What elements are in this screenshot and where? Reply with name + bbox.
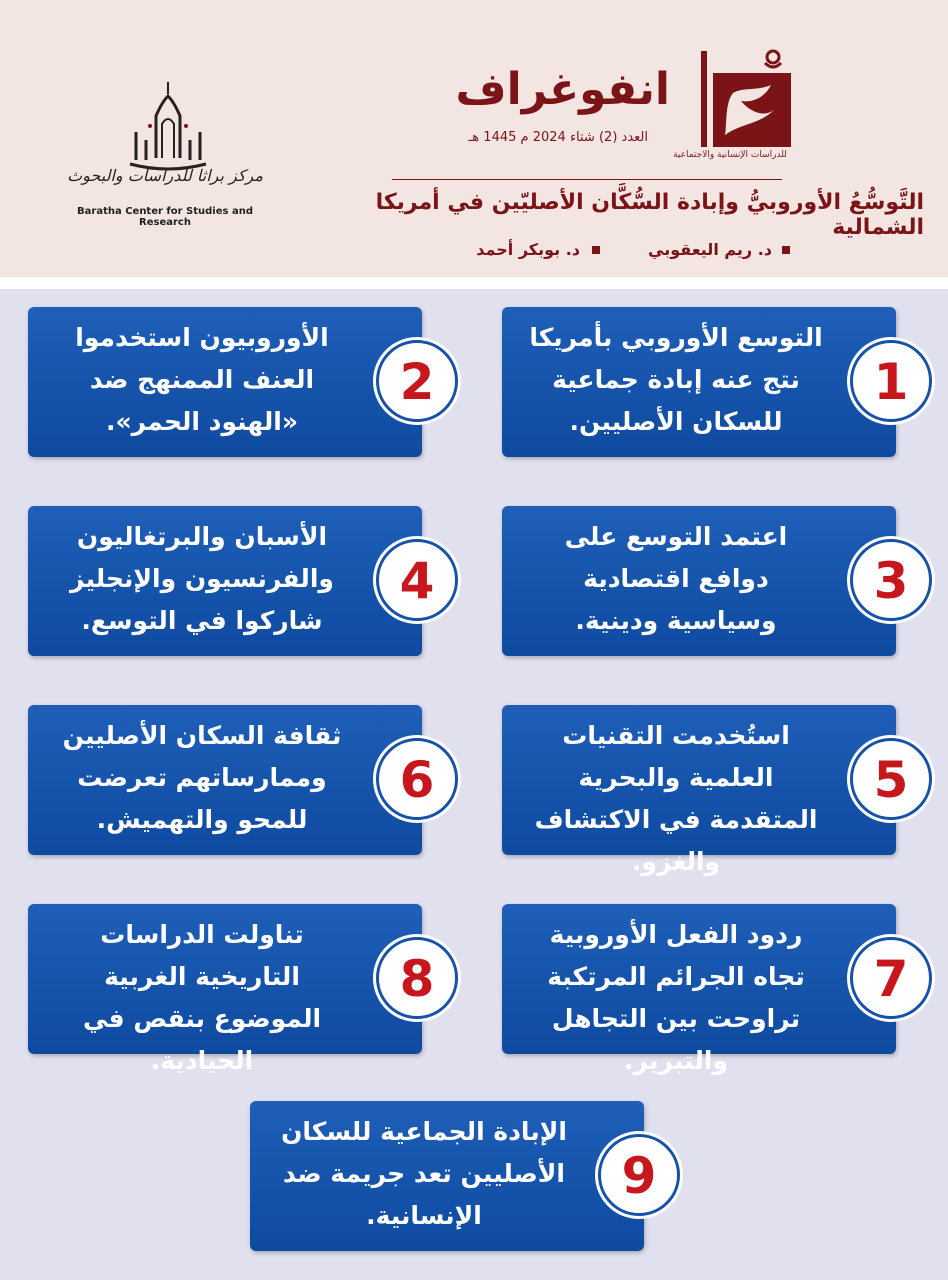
fact-number: 2 <box>376 340 458 422</box>
fact-card-8 <box>28 904 435 1075</box>
fact-card-6 <box>28 705 435 855</box>
header-divider-strip <box>0 277 948 289</box>
fact-text: التوسع الأوروبي بأمريكا نتج عنه إبادة جماعية للسكان الأصليين. <box>529 323 823 436</box>
fact-text: الأوروبيون استخدموا العنف الممنهج ضد «الهنود الحمر». <box>75 323 329 436</box>
issue-info: العدد (2) شتاء 2024 م 1445 هـ <box>468 130 648 145</box>
fact-number: 5 <box>850 738 932 820</box>
fact-text: الأسبان والبرتغاليون والفرنسيون والإنجليز شاركوا في التوسع. <box>70 522 334 635</box>
fact-number: 9 <box>598 1134 680 1216</box>
brand-title: انفوغراف <box>455 64 670 115</box>
fact-card-1 <box>502 307 909 457</box>
infographic-title: التَّوسُّعُ الأوروبيُّ وإبادة السُّكَّان الأصليّين في أمريكا الشمالية <box>375 190 924 240</box>
fact-text: الإبادة الجماعية للسكان الأصليين تعد جريمة ضد الإنسانية. <box>281 1117 567 1230</box>
fact-number: 1 <box>850 340 932 422</box>
fact-number: 6 <box>376 738 458 820</box>
authors-line <box>430 240 790 264</box>
fact-card-5 <box>502 705 909 876</box>
fact-card-9 <box>250 1101 657 1251</box>
fact-number: 8 <box>376 937 458 1019</box>
logo-subtitle: للدراسات الإنسانية والاجتماعية <box>673 150 787 160</box>
fact-number: 3 <box>850 539 932 621</box>
header-rule <box>392 179 782 180</box>
magazine-logo-icon <box>681 43 797 155</box>
author-name: د. ريم اليعقوبي <box>648 240 772 259</box>
fact-number: 7 <box>850 937 932 1019</box>
fact-text: ثقافة السكان الأصليين وممارساتهم تعرضت للمحو والتهميش. <box>62 721 342 834</box>
fact-text: ردود الفعل الأوروبية تجاه الجرائم المرتكبة تراوحت بين التجاهل والتبرير. <box>547 920 805 1075</box>
center-name-english: Baratha Center for Studies and Research <box>77 206 253 228</box>
fact-card-2 <box>28 307 435 457</box>
fact-card-7 <box>502 904 909 1075</box>
fact-text: اعتمد التوسع على دوافع اقتصادية وسياسية ودينية. <box>564 522 788 635</box>
author-bullet-icon <box>782 246 790 254</box>
author-bullet-icon <box>592 246 600 254</box>
author-name: د. بوبكر أحمد <box>476 240 580 259</box>
fact-number: 4 <box>376 539 458 621</box>
center-name-arabic: مركز براثا للدراسات والبحوث <box>67 166 263 185</box>
fact-text: تناولت الدراسات التاريخية الغربية الموضوع بنقص في الحيادية. <box>82 920 322 1075</box>
fact-card-4 <box>28 506 435 656</box>
fact-card-3 <box>502 506 909 656</box>
fact-text: استُخدمت التقنيات العلمية والبحرية المتقدمة في الاكتشاف والغزو. <box>534 721 818 876</box>
